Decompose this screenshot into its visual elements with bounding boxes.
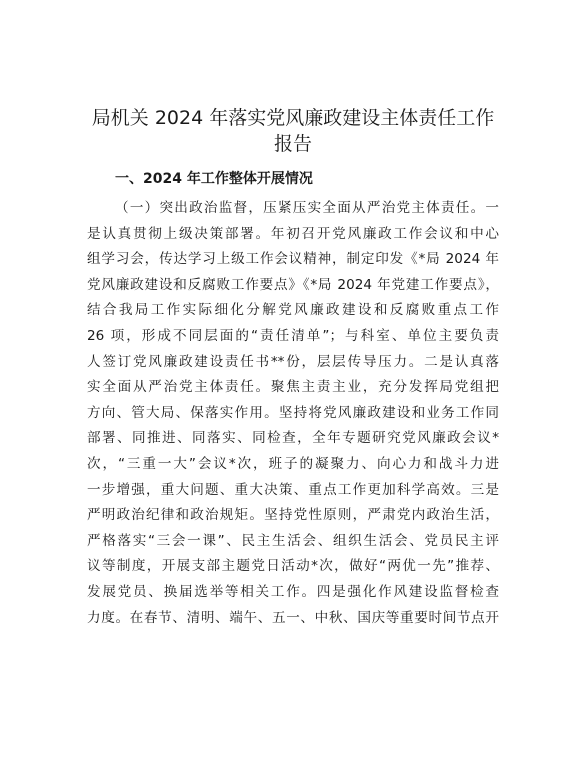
body-line: 议等制度，开展支部主题党日活动*次，做好“两优一先”推荐、: [87, 558, 499, 575]
body-line: 是认真贯彻上级决策部署。年初召开党风廉政工作会议和中心: [87, 225, 499, 242]
body-line: （一）突出政治监督，压紧压实全面从严治党主体责任。一: [115, 200, 499, 216]
body-line: 26 项，形成不同层面的“责任清单”；与科室、单位主要负责: [87, 327, 499, 344]
body-line: 部署、同推进、同落实、同检查，全年专题研究党风廉政会议*: [87, 430, 499, 447]
body-line: 发展党员、换届选举等相关工作。四是强化作风建设监督检查: [87, 583, 499, 600]
body-paragraph: [87, 196, 499, 631]
body-line: 结合我局工作实际细化分解党风廉政建设和反腐败重点工作: [87, 302, 499, 319]
body-line: 人签订党风廉政建设责任书**份，层层传导压力。二是认真落: [87, 353, 499, 370]
document-title-line-1: 局机关 2024 年落实党风廉政建设主体责任工作: [91, 107, 495, 129]
body-line: 严明政治纪律和政治规矩。坚持党性原则，严肃党内政治生活，: [87, 507, 499, 524]
body-line: 次，“三重一大”会议*次，班子的凝聚力、向心力和战斗力进: [87, 455, 499, 472]
document-title-line-2: 报告: [273, 133, 312, 155]
body-line: 力度。在春节、清明、端午、五一、中秋、国庆等重要时间节点开: [87, 609, 499, 626]
body-line: 组学习会，传达学习上级工作会议精神，制定印发《*局 2024 年: [87, 251, 499, 268]
body-line: 方向、管大局、保落实作用。坚持将党风廉政建设和业务工作同: [87, 404, 499, 421]
section-heading: 一、2024 年工作整体开展情况: [115, 171, 313, 187]
body-line: 一步增强，重大问题、重大决策、重点工作更加科学高效。三是: [87, 481, 499, 498]
body-line: 严格落实“三会一课”、民主生活会、组织生活会、党员民主评: [87, 532, 499, 549]
body-line: 党风廉政建设和反腐败工作要点》《*局 2024 年党建工作要点》，: [87, 276, 499, 293]
body-line: 实全面从严治党主体责任。聚焦主责主业，充分发挥局党组把: [87, 379, 499, 396]
